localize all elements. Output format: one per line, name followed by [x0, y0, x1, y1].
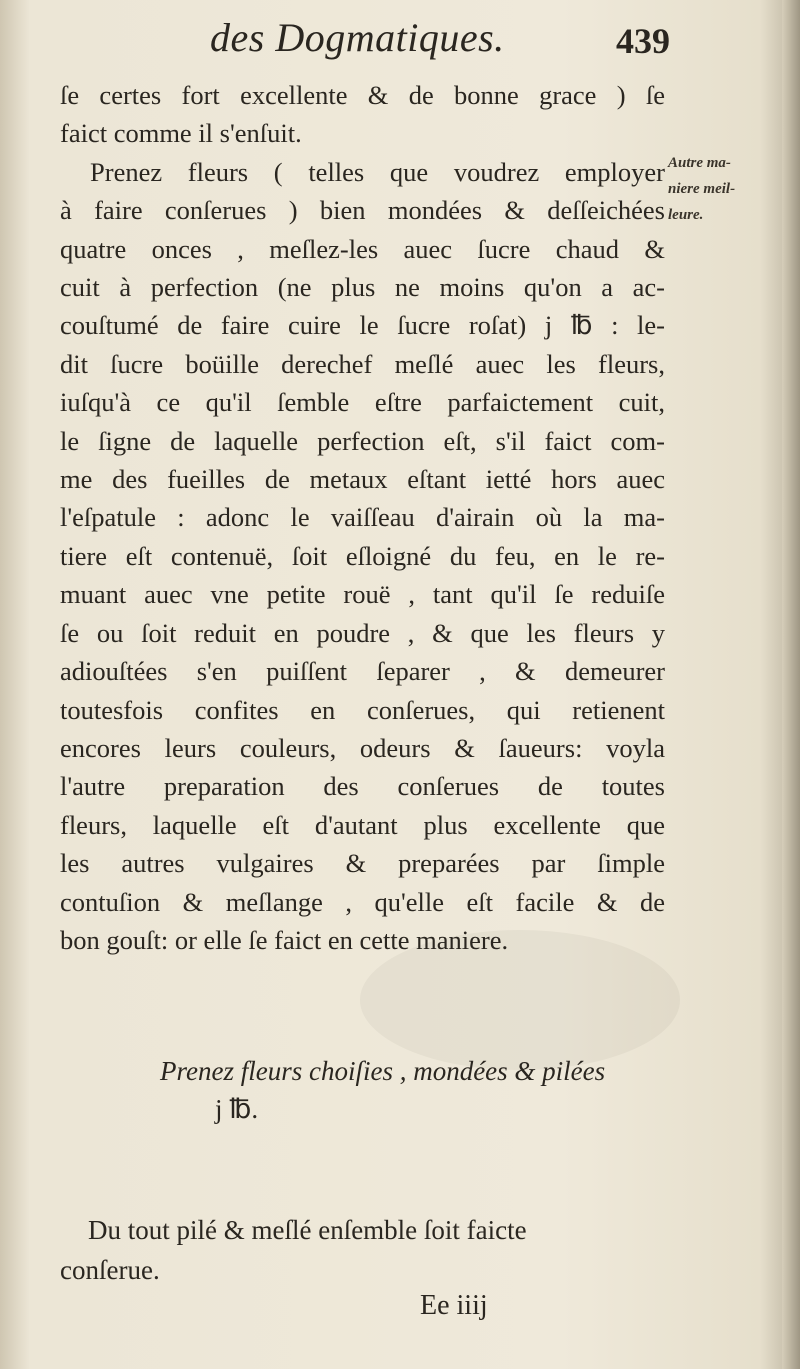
- conclusion-line: Du tout pilé & meſlé enſemble ſoit faicte: [88, 1215, 527, 1245]
- text-line: couſtumé de faire cuire le ſucre roſat) j ℔ : le-: [60, 310, 665, 341]
- text-line: le ſigne de laquelle perfection eſt, s'il faict com-: [60, 425, 665, 456]
- text-line: dit ſucre boüille derechef meſlé auec les fleurs,: [60, 348, 665, 379]
- text-line: quatre onces , meſlez-les auec ſucre chaud &: [60, 233, 665, 264]
- conclusion-line: conſerue.: [60, 1255, 160, 1285]
- conclusion-paragraph: [60, 1210, 640, 1290]
- text-line: iuſqu'à ce qu'il ſemble eſtre parfaictement cuit,: [60, 387, 665, 418]
- text-line: muant auec vne petite rouë , tant qu'il ſe reduiſe: [60, 579, 665, 610]
- text-line: l'autre preparation des conſerues de toutes: [60, 771, 665, 802]
- text-line: me des fueilles de metaux eſtant ietté hors auec: [60, 464, 665, 495]
- recipe-ingredient: Prenez fleurs choiſies , mondées & pilées: [160, 1056, 606, 1086]
- margin-note-line: niere meil-: [668, 181, 736, 197]
- recipe-block: [160, 1052, 660, 1128]
- text-line: bon gouſt: or elle ſe faict en cette maniere.: [60, 924, 509, 955]
- text-line: ſe certes fort excellente & de bonne grace ) ſe: [60, 80, 665, 110]
- page-header: [210, 14, 670, 70]
- text-line: contuſion & meſlange , qu'elle eſt facile & de: [60, 886, 665, 917]
- text-line: ſe ou ſoit reduit en poudre , & que les fleurs y: [60, 617, 665, 648]
- margin-note-line: leure.: [668, 207, 704, 223]
- margin-note-line: Autre ma-: [668, 155, 731, 171]
- signature-mark: Ee iiij: [420, 1290, 488, 1321]
- main-paragraph: [60, 76, 665, 959]
- text-line: adiouſtées s'en puiſſent ſeparer , & demeurer: [60, 656, 665, 687]
- text-line: fleurs, laquelle eſt d'autant plus excellente que: [60, 809, 665, 840]
- text-line: cuit à perfection (ne plus ne moins qu'on a ac-: [60, 272, 665, 303]
- text-line: à faire conſerues ) bien mondées & deſſeichées: [60, 195, 665, 226]
- text-line: encores leurs couleurs, odeurs & ſaueurs: voyla: [60, 732, 665, 763]
- recipe-quantity: j ℔.: [215, 1094, 259, 1124]
- running-head: des Dogmatiques.: [210, 15, 505, 60]
- text-line: tiere eſt contenuë, ſoit eſloigné du feu, en le re-: [60, 540, 665, 571]
- page-number: 439: [616, 21, 670, 61]
- text-line: les autres vulgaires & preparées par ſimple: [60, 848, 665, 879]
- text-line: faict comme il s'enſuit.: [60, 118, 302, 149]
- text-line: toutesfois confites en conſerues, qui retienent: [60, 694, 665, 725]
- text-line: Prenez fleurs ( telles que voudrez employer: [90, 156, 665, 187]
- text-line: l'eſpatule : adonc le vaiſſeau d'airain où la ma-: [60, 502, 665, 533]
- margin-note: [668, 150, 798, 228]
